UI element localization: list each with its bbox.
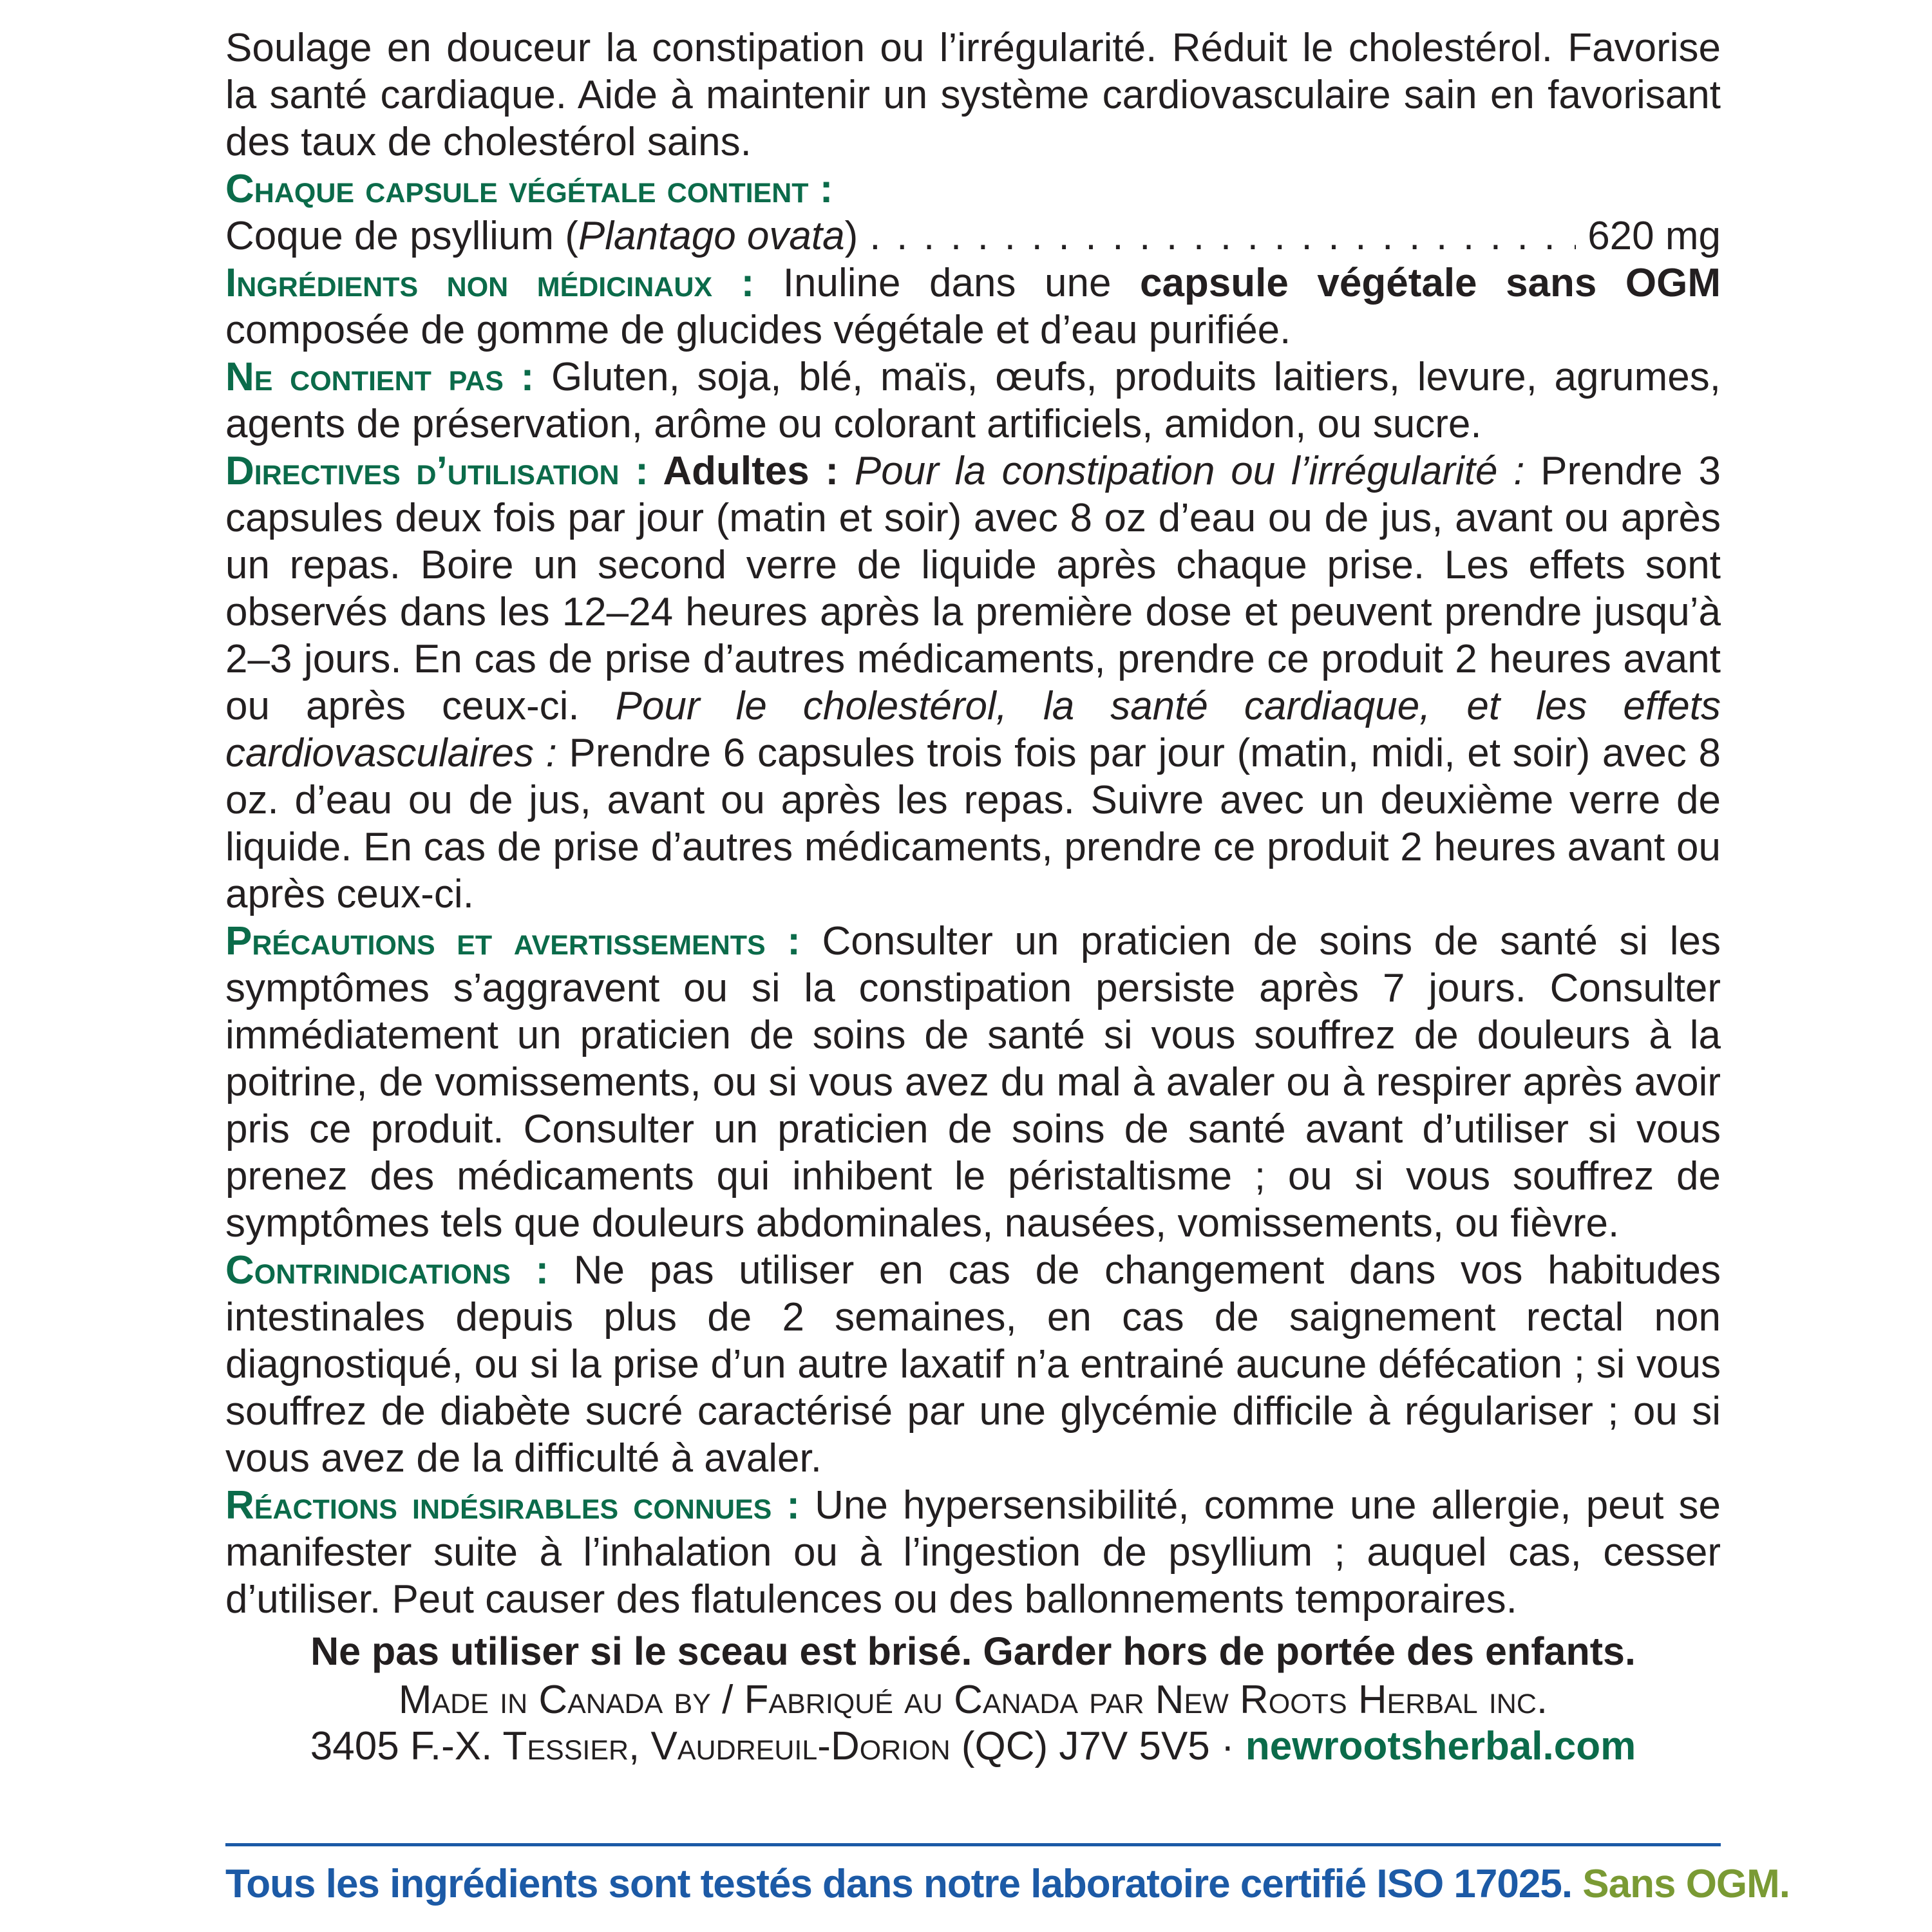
precautions-section: Précautions et avertissements : Consulter un praticien de soins de santé si les symptômes s’aggravent ou si la constipation persiste après 7 jours. Consulter immédiatement un praticien de soins de santé si vous souffrez de douleurs à la poitrine, de vomissements, ou si vous avez du mal à avaler ou à respirer après avoir pris ce produit. Consulter un praticien de soins de santé avant d’utiliser si vous prenez des médicaments qui inhibent le péristaltisme ; ou si vous souffrez de symptômes tels que douleurs abdominales, nausées, vomissements, ou fièvre. <box>225 919 1721 1245</box>
contraindications-section: Contrindications : Ne pas utiliser en cas de changement dans vos habitudes intestinales depuis plus de 2 semaines, en cas de saignement rectal non diagnostiqué, ou si la prise d’un autre laxatif n’a entrainé aucune défécation ; si vous souffrez de diabète sucré caractérisé par une glycémie difficile à régulariser ; ou si vous avez de la difficulté à avaler. <box>225 1248 1721 1481</box>
adverse-reactions-section: Réactions indésirables connues : Une hypersensibilité, comme une allergie, peut se manifester suite à l’inhalation ou à l’ingestion de psyllium ; auquel cas, cesser d’utiliser. Peut causer des flatulences ou des ballonnements temporaires. <box>225 1483 1721 1622</box>
contraindications-heading: Contrindications : <box>225 1248 549 1293</box>
ingredient-amount: 620 mg <box>1587 214 1721 258</box>
manufacturer-line: Made in Canada by / Fabriqué au Canada par New Roots Herbal inc. <box>398 1678 1548 1722</box>
non-medicinal-section: Ingrédients non médicinaux : Inuline dans une capsule végétale sans OGM composée de gomme de glucides végétale et d’eau purifiée. <box>225 261 1721 352</box>
adverse-reactions-heading: Réactions indésirables connues : <box>225 1483 800 1528</box>
medicinal-ingredient-row <box>225 213 1721 260</box>
ingredient-latin-name: Plantago ovata <box>578 214 845 258</box>
ingredient-name: Coque de psyllium (Plantago ovata) <box>225 214 858 258</box>
directions-heading: Directives d’utilisation : <box>225 449 649 493</box>
address-line: 3405 F.-X. Tessier, Vaudreuil-Dorion (QC) J7V 5V5 · newrootsherbal.com <box>310 1724 1636 1768</box>
product-label-text <box>225 24 1721 1770</box>
non-gmo-badge-text: Sans OGM. <box>1582 1862 1790 1906</box>
adults-label: Adultes : <box>648 449 855 493</box>
footer-text: Tous les ingrédients sont testés dans notre laboratoire certifié ISO 17025. <box>225 1862 1583 1906</box>
does-not-contain-section: Ne contient pas : Gluten, soja, blé, maïs, œufs, produits laitiers, levure, agrumes, agents de préservation, arôme ou colorant artificiels, amidon, ou sucre. <box>225 355 1721 446</box>
website-link[interactable]: newrootsherbal.com <box>1245 1724 1636 1768</box>
footer-banner <box>225 1860 1790 1909</box>
footer-divider <box>225 1843 1721 1846</box>
directions-section: Directives d’utilisation : Adultes : Pour la constipation ou l’irrégularité : Prendre 3 capsules deux fois par jour (matin et soir) avec 8 oz d’eau ou de jus, avant ou après un repas. Boire un second verre de liquide après chaque prise. Les effets sont observés dans les 12–24 heures après la première dose et peuvent prendre jusqu’à 2–3 jours. En cas de prise d’autres médicaments, prendre ce produit 2 heures avant ou après ceux-ci. Pour le cholestérol, la santé cardiaque, et les effets cardiovasculaires : Prendre 6 capsules trois fois par jour (matin, midi, et soir) avec 8 oz. d’eau ou de jus, avant ou après les repas. Suivre avec un deuxième verre de liquide. En cas de prise d’autres médicaments, prendre ce produit 2 heures avant ou après ceux-ci. <box>225 449 1721 916</box>
does-not-contain-heading: Ne contient pas : <box>225 355 535 399</box>
intro-text: Soulage en douceur la constipation ou l’irrégularité. Réduit le cholestérol. Favorise la santé cardiaque. Aide à maintenir un système cardiovasculaire sain en favorisant des taux de cholestérol sains. <box>225 26 1721 164</box>
non-medicinal-heading: Ingrédients non médicinaux : <box>225 261 755 305</box>
each-capsule-heading: Chaque capsule végétale contient : <box>225 167 833 211</box>
dot-leader <box>869 213 1576 260</box>
precautions-heading: Précautions et avertissements : <box>225 919 800 963</box>
safety-warning: Ne pas utiliser si le sceau est brisé. Garder hors de portée des enfants. <box>310 1629 1636 1673</box>
non-gmo-capsule-text: capsule végétale sans OGM <box>1139 261 1721 305</box>
